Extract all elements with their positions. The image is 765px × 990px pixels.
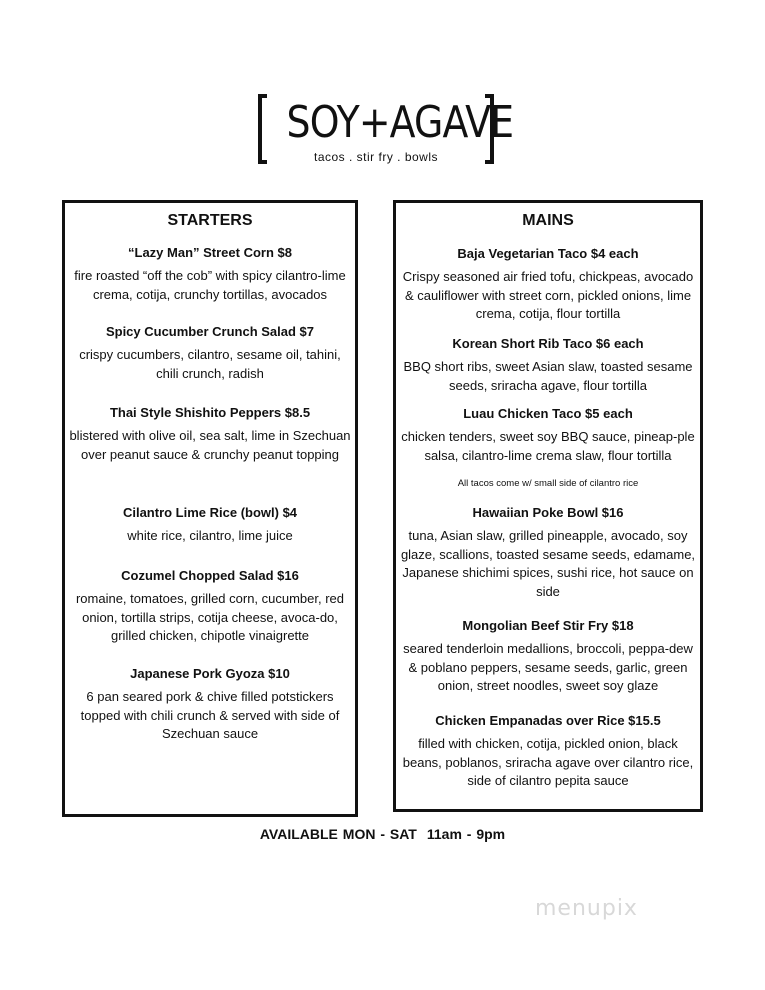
starters-heading: STARTERS bbox=[167, 212, 253, 229]
menu-item bbox=[69, 323, 351, 383]
logo-title: SOY+AGAVE bbox=[286, 97, 514, 148]
menu-item-name: Mongolian Beef Stir Fry $18 bbox=[462, 618, 634, 633]
menu-item-name: Baja Vegetarian Taco $4 each bbox=[457, 246, 639, 261]
menu-item-description: fire roasted “off the cob” with spicy cilantro-lime crema, cotija, crunchy tortillas, avocados bbox=[74, 268, 346, 302]
menu-item-name: Korean Short Rib Taco $6 each bbox=[452, 336, 644, 351]
menu-item-name: Spicy Cucumber Crunch Salad $7 bbox=[105, 324, 315, 339]
menu-item-description: 6 pan seared pork & chive filled potstickers topped with chili crunch & served with side of Szechuan sauce bbox=[80, 689, 340, 741]
menu-item-description: blistered with olive oil, sea salt, lime in Szechuan over peanut sauce & crunchy peanut topping bbox=[69, 428, 351, 462]
logo-left-bracket bbox=[258, 94, 267, 164]
menu-item bbox=[400, 335, 696, 395]
menu-item bbox=[69, 504, 351, 546]
menu-item bbox=[400, 617, 696, 696]
menu-item-name: Luau Chicken Taco $5 each bbox=[463, 406, 633, 421]
menu-item bbox=[69, 404, 351, 464]
logo-tagline: tacos . stir fry . bowls bbox=[313, 150, 439, 164]
logo-right-bracket bbox=[485, 94, 494, 164]
taco-side-note: All tacos come w/ small side of cilantro rice bbox=[457, 478, 639, 489]
menu-item bbox=[400, 405, 696, 465]
menu-item bbox=[400, 504, 696, 601]
availability-hours bbox=[0, 826, 765, 842]
menu-item bbox=[69, 244, 351, 304]
menu-item-name: Hawaiian Poke Bowl $16 bbox=[472, 505, 624, 520]
menu-item-name: Cilantro Lime Rice (bowl) $4 bbox=[122, 505, 298, 520]
mains-heading: MAINS bbox=[522, 212, 574, 229]
opening-hours: 11am - 9pm bbox=[426, 826, 506, 842]
menu-item-name: Japanese Pork Gyoza $10 bbox=[130, 666, 290, 681]
menu-item-description: romaine, tomatoes, grilled corn, cucumber, red onion, tortilla strips, cotija cheese, avoca-do, grilled chicken, chipotle vinaigrette bbox=[75, 591, 345, 643]
menu-item bbox=[69, 567, 351, 646]
menu-item-description: crispy cucumbers, cilantro, sesame oil, tahini, chili crunch, radish bbox=[79, 347, 341, 381]
menu-item-name: “Lazy Man” Street Corn $8 bbox=[128, 245, 292, 260]
menu-item-description: filled with chicken, cotija, pickled onion, black beans, poblanos, sriracha agave over cilantro rice, side of cilantro pepita sauce bbox=[402, 736, 694, 788]
mains-section bbox=[393, 200, 703, 812]
menu-item-name: Chicken Empanadas over Rice $15.5 bbox=[435, 713, 661, 728]
starters-section bbox=[62, 200, 358, 817]
menu-item-description: Crispy seasoned air fried tofu, chickpeas, avocado & cauliflower with street corn, pickled onions, lime crema, cotija, flour tortilla bbox=[402, 269, 694, 321]
menu-item bbox=[400, 245, 696, 324]
menu-item-description: seared tenderloin medallions, broccoli, peppa-dew & poblano peppers, sesame seeds, garlic, green onion, street noodles, sweet soy glaze bbox=[403, 641, 693, 693]
restaurant-logo bbox=[258, 94, 514, 166]
menu-item-description: BBQ short ribs, sweet Asian slaw, toasted sesame seeds, sriracha agave, flour tortilla bbox=[403, 359, 693, 393]
menu-item-name: Thai Style Shishito Peppers $8.5 bbox=[109, 405, 311, 420]
menu-item-description: white rice, cilantro, lime juice bbox=[127, 528, 293, 543]
availability-days: AVAILABLE MON - SAT bbox=[259, 826, 417, 842]
menu-item-description: chicken tenders, sweet soy BBQ sauce, pineap-ple salsa, cilantro-lime crema slaw, flour tortilla bbox=[401, 429, 695, 463]
menu-item-description: tuna, Asian slaw, grilled pineapple, avocado, soy glaze, scallions, toasted sesame seeds, edamame, Japanese shichimi spices, sushi rice, hot sauce on side bbox=[400, 528, 696, 599]
menu-item bbox=[400, 712, 696, 791]
menu-item-name: Cozumel Chopped Salad $16 bbox=[121, 568, 299, 583]
watermark: menupix bbox=[535, 896, 638, 921]
menu-item bbox=[69, 665, 351, 744]
